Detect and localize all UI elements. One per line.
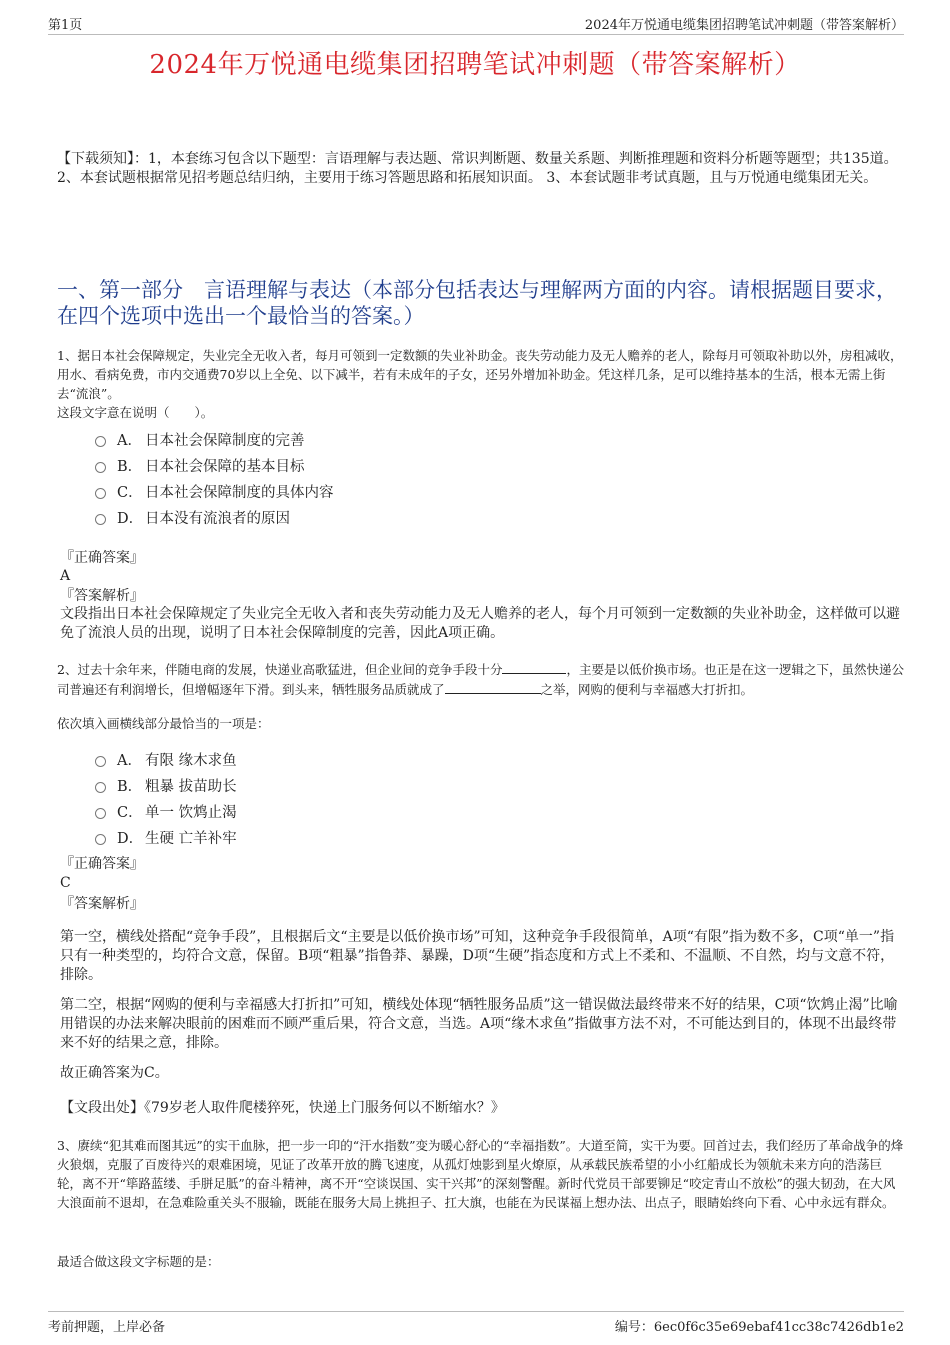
blank-1 xyxy=(502,659,566,674)
footer-slogan: 考前押题，上岸必备 xyxy=(48,1320,166,1335)
analysis-paragraph: 第一空，横线处搭配“竞争手段”，且根据后文“主要是以低价换市场”可知，这种竞争手段很简单，A项“有限”指为数不多，C项“单一”指只有一种类型的，均符合文意，保留。B项“粗暴”指鲁莽、暴躁，D项“生硬”指态度和方式上不柔和、不温顺、不自然，均与文意不符，排除。 xyxy=(60,929,895,983)
analysis-paragraph: 第二空，根据“网购的便利与幸福感大打折扣”可知，横线处体现“牺牲服务品质”这一错误做法最终带来不好的结果，C项“饮鸩止渴”比喻用错误的办法来解决眼前的困难而不顾严重后果，符合文意，当选。A项“缘木求鱼”指做事方法不对，不可能达到目的，体现不出最终带来不好的结果之意，排除。 xyxy=(60,997,898,1051)
page-header xyxy=(48,12,904,35)
question-3 xyxy=(57,1136,905,1212)
question-2-options xyxy=(95,746,695,850)
option-d[interactable]: D． 日本没有流浪者的原因 xyxy=(95,504,695,530)
download-notice: 【下载须知】：1，本套练习包含以下题型：言语理解与表达题、常识判断题、数量关系题、判断推理题和资料分析题等题型；共135道。 2、本套试题根据常见招考题总结归纳，主要用于练习答题思路和拓展知识面。 3、本套试题非考试真题，且与万悦通电缆集团无关。 xyxy=(57,151,898,186)
radio-icon[interactable] xyxy=(95,462,106,473)
option-c[interactable]: C． 单一 饮鸩止渴 xyxy=(95,798,695,824)
header-doc-title: 2024年万悦通电缆集团招聘笔试冲刺题（带答案解析） xyxy=(584,18,904,33)
radio-icon[interactable] xyxy=(95,436,106,447)
option-a[interactable]: A． 日本社会保障制度的完善 xyxy=(95,426,695,452)
analysis-label: 『答案解析』 xyxy=(60,588,144,604)
question-3-prompt: 最适合做这段文字标题的是： xyxy=(57,1254,220,1269)
answer-label: 『正确答案』 xyxy=(60,550,144,566)
analysis-text: 文段指出日本社会保障规定了失业完全无收入者和丧失劳动能力及无人赡养的老人，每个月可领到一定数额的失业补助金，这样做可以避免了流浪人员的出现，说明了日本社会保障制度的完善，因此A项正确。 xyxy=(60,606,900,641)
radio-icon[interactable] xyxy=(95,488,106,499)
question-3-stem: 3、赓续“犯其难而图其远”的实干血脉，把一步一印的“汗水指数”变为暖心舒心的“幸福指数”。大道至简，实干为要。回首过去，我们经历了革命战争的烽火狼烟，克服了百废待兴的艰难困境，见证了改革开放的腾飞速度，从孤灯烛影到星火燎原，从承载民族希望的小小红船成长为领航未来方向的浩荡巨轮，离不开“筚路蓝缕、手胼足胝”的奋斗精神，离不开“空谈误国、实干兴邦”的深刻警醒。新时代党员干部要铆足“咬定青山不放松”的强大韧劲，在大风大浪面前不退却，在急难险重关头不服输，既能在服务大局上挑担子、扛大旗，也能在为民谋福上想办法、出点子，眼睛始终向下看、心中永远有群众。 xyxy=(57,1138,904,1210)
question-1-prompt: 这段文字意在说明（ ）。 xyxy=(57,405,214,420)
question-2-prompt: 依次填入画横线部分最恰当的一项是： xyxy=(57,716,270,731)
answer-label: 『正确答案』 xyxy=(60,856,144,872)
option-b[interactable]: B． 日本社会保障的基本目标 xyxy=(95,452,695,478)
radio-icon[interactable] xyxy=(95,756,106,767)
question-2 xyxy=(57,659,905,699)
radio-icon[interactable] xyxy=(95,514,106,525)
question-1 xyxy=(57,346,905,422)
radio-icon[interactable] xyxy=(95,782,106,793)
radio-icon[interactable] xyxy=(95,834,106,845)
question-2-stem: 2、过去十余年来，伴随电商的发展，快递业高歌猛进，但企业间的竞争手段十分 ，主要是以低价换市场。也正是在这一逻辑之下，虽然快递公司普遍还有利润增长，但增幅逐年下滑。到头来，牺牲服务品质就成了 之举，网购的便利与幸福感大打折扣。 xyxy=(57,659,905,699)
source-citation: 【文段出处】《79岁老人取件爬楼猝死，快递上门服务何以不断缩水？》 xyxy=(60,1100,505,1116)
page-footer xyxy=(48,1311,904,1334)
analysis-label: 『答案解析』 xyxy=(60,896,144,912)
question-1-stem: 1、据日本社会保障规定，失业完全无收入者，每月可领到一定数额的失业补助金。丧失劳动能力及无人赡养的老人，除每月可领取补助以外，房租减收，用水、看病免费，市内交通费70岁以上全免、以下减半，若有未成年的子女，还另外增加补助金。凭这样几条，足可以维持基本的生活，根本无需上街去“流浪”。 xyxy=(57,348,903,401)
analysis-text xyxy=(60,928,905,1129)
page-number: 第1页 xyxy=(48,18,83,33)
option-d[interactable]: D． 生硬 亡羊补牢 xyxy=(95,824,695,850)
radio-icon[interactable] xyxy=(95,808,106,819)
option-b[interactable]: B． 粗暴 拔苗助长 xyxy=(95,772,695,798)
answer-value: A xyxy=(60,568,71,584)
option-a[interactable]: A． 有限 缘木求鱼 xyxy=(95,746,695,772)
analysis-conclusion: 故正确答案为C。 xyxy=(60,1065,169,1081)
answer-value: C xyxy=(60,875,71,891)
document-title: 2024年万悦通电缆集团招聘笔试冲刺题（带答案解析） xyxy=(149,50,801,80)
footer-serial: 编号：6ec0f6c35e69ebaf41cc38c7426db1e2 xyxy=(614,1320,904,1335)
blank-2 xyxy=(445,679,541,694)
option-c[interactable]: C． 日本社会保障制度的具体内容 xyxy=(95,478,695,504)
question-1-options xyxy=(95,426,695,530)
section-heading: 一、第一部分 言语理解与表达（本部分包括表达与理解两方面的内容。请根据题目要求，在四个选项中选出一个最恰当的答案。） xyxy=(57,278,897,328)
